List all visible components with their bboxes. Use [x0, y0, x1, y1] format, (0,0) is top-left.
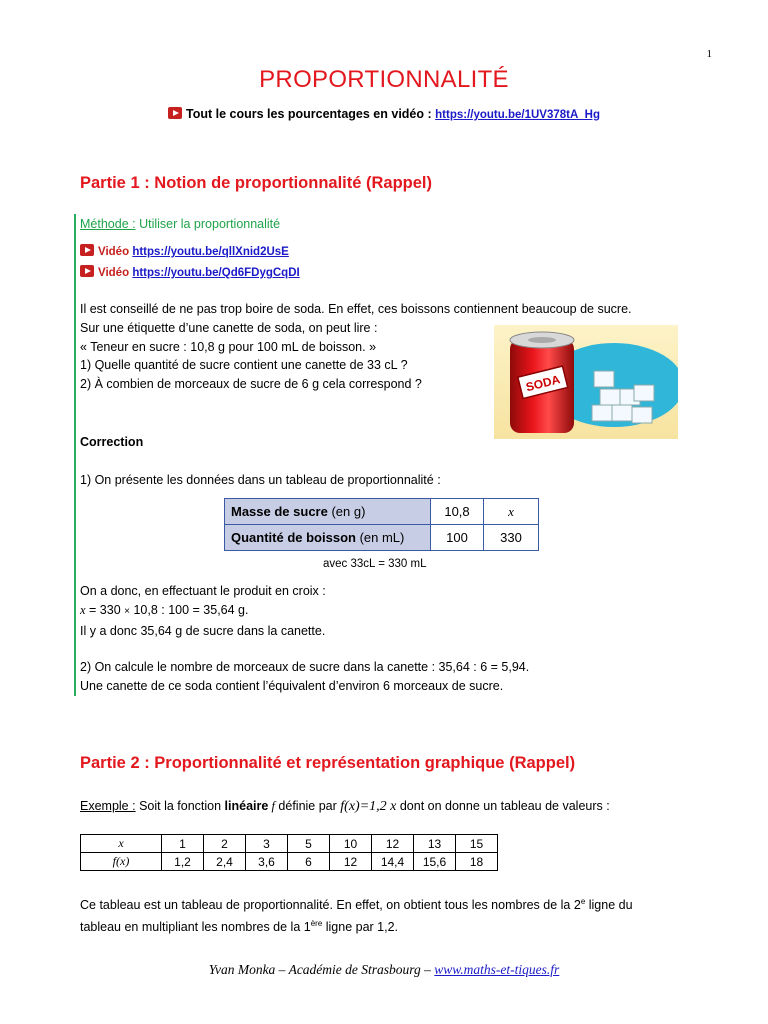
table-cell: 12 [330, 853, 372, 871]
video-label: Vidéo [98, 267, 133, 279]
table-cell: 330 [484, 525, 539, 551]
video-label: Vidéo [98, 246, 133, 258]
correction-heading: Correction [80, 435, 144, 449]
method-text: Utiliser la proportionnalité [135, 217, 281, 231]
footer-link[interactable]: www.maths-et-tiques.fr [434, 962, 560, 977]
table-note: avec 33cL = 330 mL [323, 558, 427, 570]
course-video-text: Tout le cours les pourcentages en vidéo : [186, 107, 436, 121]
calculation-block [80, 582, 700, 640]
table-row [225, 525, 539, 551]
video-link-2[interactable]: https://youtu.be/Qd6FDygCqDI [132, 267, 300, 279]
calc-line: x = 330 × 10,8 : 100 = 35,64 g. [80, 602, 249, 617]
course-video-line [0, 107, 768, 121]
can-tab [528, 337, 556, 343]
video-link-1[interactable]: https://youtu.be/qllXnid2UsE [132, 246, 289, 258]
example-label: Exemple : [80, 799, 136, 813]
table-cell: 2 [204, 835, 246, 853]
table-cell: x [484, 499, 539, 525]
table-cell: 5 [288, 835, 330, 853]
table-cell: 6 [288, 853, 330, 871]
values-table [80, 834, 498, 871]
statement-line: 1) Quelle quantité de sucre contient une canette de 33 cL ? [80, 358, 408, 373]
video-line-2 [80, 265, 300, 279]
table-cell: 15,6 [414, 853, 456, 871]
row-header: Quantité de boisson (en mL) [225, 525, 431, 551]
row-header: Masse de sucre (en g) [225, 499, 431, 525]
step2-line: 2) On calcule le nombre de morceaux de sucre dans la canette : 35,64 : 6 = 5,94. [80, 660, 530, 674]
function-formula: f(x)=1,2 x [340, 799, 397, 814]
table-cell: 10,8 [431, 499, 484, 525]
fx-header: f(x) [81, 853, 162, 871]
table-cell: 1,2 [162, 853, 204, 871]
example-line: Exemple : Soit la fonction linéaire f définie par f(x)=1,2 x dont on donne un tableau de valeurs : [80, 799, 610, 814]
method-label: Méthode : [80, 217, 136, 231]
table-row [81, 853, 498, 871]
soda-label-text: SODA [524, 372, 562, 395]
method-side-bar [74, 214, 76, 696]
calc-intro: On a donc, en effectuant le produit en croix : [80, 584, 326, 598]
table-cell: 2,4 [204, 853, 246, 871]
footer [0, 962, 768, 978]
table-row [81, 835, 498, 853]
table-cell: 15 [456, 835, 498, 853]
page-number: 1 [706, 48, 712, 60]
table-conclusion: Ce tableau est un tableau de proportionnalité. En effet, on obtient tous les nombres de la 2e ligne du tableau en multipliant les nombres de la 1ère ligne par 1,2. [80, 897, 633, 935]
calc-result: Il y a donc 35,64 g de sucre dans la canette. [80, 623, 326, 638]
table-cell: 13 [414, 835, 456, 853]
step2-block [80, 658, 700, 696]
play-icon [80, 244, 94, 256]
table-cell: 10 [330, 835, 372, 853]
x-header: x [81, 835, 162, 853]
step1-intro: 1) On présente les données dans un tableau de proportionnalité : [80, 473, 441, 487]
proportionality-table [224, 498, 539, 551]
statement-line: Il est conseillé de ne pas trop boire de soda. En effet, ces boissons contiennent beaucoup de sucre. [80, 302, 632, 316]
table-cell: 14,4 [372, 853, 414, 871]
table-row [225, 499, 539, 525]
page-title: PROPORTIONNALITÉ [259, 66, 509, 93]
table-cell: 3 [246, 835, 288, 853]
table-cell: 12 [372, 835, 414, 853]
statement-line: Sur une étiquette d’une canette de soda, on peut lire : [80, 320, 378, 335]
video-line-1 [80, 244, 289, 258]
statement-line: 2) À combien de morceaux de sucre de 6 g cela correspond ? [80, 377, 422, 392]
method-line [80, 217, 280, 231]
table-cell: 3,6 [246, 853, 288, 871]
play-icon [80, 265, 94, 277]
footer-text: Yvan Monka – Académie de Strasbourg – [208, 962, 435, 977]
table-cell: 100 [431, 525, 484, 551]
course-video-link[interactable]: https://youtu.be/1UV378tA_Hg [435, 109, 600, 121]
soda-can-illustration [494, 325, 678, 439]
table-cell: 18 [456, 853, 498, 871]
step2-conclusion: Une canette de ce soda contient l’équivalent d’environ 6 morceaux de sucre. [80, 678, 504, 693]
part1-heading: Partie 1 : Notion de proportionnalité (Rappel) [80, 174, 433, 192]
table-cell: 1 [162, 835, 204, 853]
play-icon [168, 107, 182, 119]
statement-line: « Teneur en sucre : 10,8 g pour 100 mL de boisson. » [80, 339, 377, 354]
part2-heading: Partie 2 : Proportionnalité et représentation graphique (Rappel) [80, 754, 576, 772]
